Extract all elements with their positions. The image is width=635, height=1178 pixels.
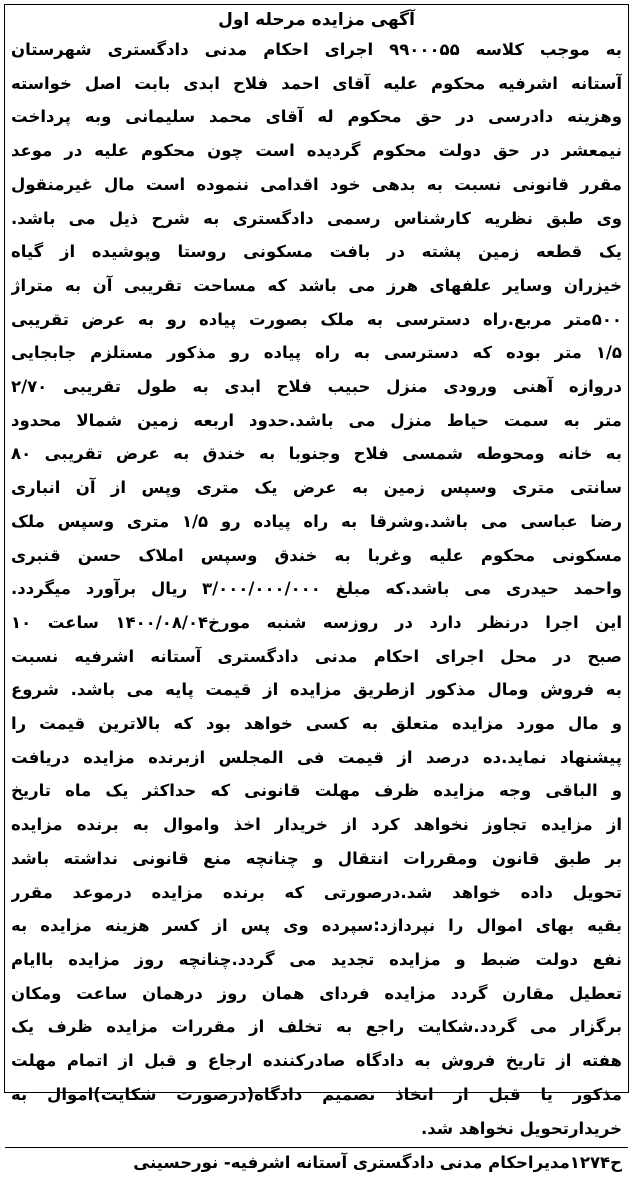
notice-line: صبح در محل اجرای احکام مدنی دادگستری آستانه اشرفیه نسبت — [11, 646, 622, 666]
notice-line: دروازه آهنی ورودی منزل حبیب فلاح ابدی به طول تقریبی ۲/۷۰ — [11, 377, 622, 397]
notice-line: از مزایده تجاوز نخواهد کرد از خریدار اخذ واموال به برنده مزایده — [11, 815, 622, 835]
notice-line: به موجب کلاسه ۹۹۰۰۰۵۵ اجرای احکام مدنی دادگستری شهرستان — [11, 40, 622, 59]
notice-line: نیمعشر در حق دولت محکوم گردیده است چون محکوم علیه در موعد — [11, 141, 622, 161]
notice-line: ۵۰۰متر مربع.راه دسترسی به ملک بصورت پیاده رو به عرض تقریبی — [11, 309, 622, 329]
notice-line: بقیه بهای اموال را نپردازد:سپرده وی پس از کسر هزینه مزایده به — [11, 916, 622, 936]
notice-line: وی طبق نظریه کارشناس رسمی دادگستری به شرح ذیل می باشد. — [11, 208, 622, 228]
notice-line: واحمد حیدری می باشد.که مبلغ ۳/۰۰۰/۰۰۰/۰۰۰ ریال برآورد میگردد. — [11, 579, 622, 599]
notice-line: این اجرا درنظر دارد در روزسه شنبه مورخ۱۴۰۰/۰۸/۰۴ ساعت ۱۰ — [11, 612, 622, 632]
notice-body — [11, 33, 622, 1145]
notice-line: رضا عباسی می باشد.وشرقا به راه پیاده رو ۱/۵ متری وسپس ملک — [11, 511, 622, 531]
auction-notice — [4, 4, 629, 1173]
notice-line: یک قطعه زمین پشته در بافت مسکونی روستا وپوشیده از گیاه — [11, 242, 622, 262]
notice-line: خیزران وسایر علفهای هرز می باشد که مساحت تقریبی آن به متراژ — [11, 275, 622, 295]
notice-line: نفع دولت ضبط و مزایده تجدید می گردد.چنانچه روز مزایده باایام — [11, 949, 622, 969]
notice-line: هفته از تاریخ فروش به دادگاه صادرکننده ارجاع و قبل از اتمام مهلت — [11, 1051, 622, 1071]
notice-line: تحویل داده خواهد شد.درصورتی که برنده مزایده درموعد مقرر — [11, 882, 622, 902]
notice-line: مذکور یا قبل از اتخاذ تصمیم دادگاه(درصورت شکایت)اموال به — [11, 1084, 622, 1104]
notice-line: مقرر قانونی نسبت به بدهی خود اقدامی ننموده است مال غیرمنقول — [11, 174, 622, 194]
notice-line: آستانه اشرفیه محکوم علیه آقای احمد فلاح ابدی بابت اصل خواسته — [11, 73, 622, 93]
notice-line: به فروش ومال مذکور ازطریق مزایده از قیمت پایه می باشد. شروع — [11, 680, 622, 700]
notice-line: به خانه ومحوطه شمسی فلاح وجنوبا به خندق به عرض تقریبی ۸۰ — [11, 444, 622, 464]
notice-line: پیشنهاد نماید.ده درصد از قیمت فی المجلس ازبرنده مزایده دریافت — [11, 747, 622, 767]
notice-line: بر طبق قانون ومقررات انتقال و چنانچه منع قانونی نداشته باشد — [11, 848, 622, 868]
notice-line: متر به سمت حیاط منزل می باشد.حدود اربعه زمین شمالا محدود — [11, 410, 622, 430]
notice-line: مسکونی محکوم علیه وغربا به خندق وسپس املاک حسن قنبری — [11, 545, 622, 565]
notice-line: وهزینه دادرسی در حق محکوم له آقای محمد سلیمانی وبه پرداخت — [11, 107, 622, 127]
notice-line: تعطیل مقارن گردد مزایده فردای همان روز درهمان ساعت ومکان — [11, 983, 622, 1003]
notice-line: خریدارتحویل نخواهد شد. — [421, 1118, 622, 1138]
notice-title: آگهی مزایده مرحله اول — [218, 10, 415, 30]
notice-line: ۱/۵ متر بوده که دسترسی به راه پیاده رو مذکور مستلزم جابجایی — [11, 343, 622, 363]
notice-signature: ح۱۲۷۴مدیراحکام مدنی دادگستری آستانه اشرفیه- نورحسینی — [133, 1153, 622, 1173]
notice-line: و مال مورد مزایده متعلق به کسی خواهد بود که بالاترین قیمت را — [11, 714, 622, 734]
notice-line: سانتی متری وسپس زمین به عرض یک متری وپس از آن انباری — [11, 478, 622, 498]
notice-line: و الباقی وجه مزایده ظرف مهلت قانونی که حداکثر یک ماه تاریخ — [11, 781, 622, 801]
notice-line: برگزار می گردد.شکایت راجع به تخلف از مقررات مزایده ظرف یک — [11, 1017, 622, 1037]
